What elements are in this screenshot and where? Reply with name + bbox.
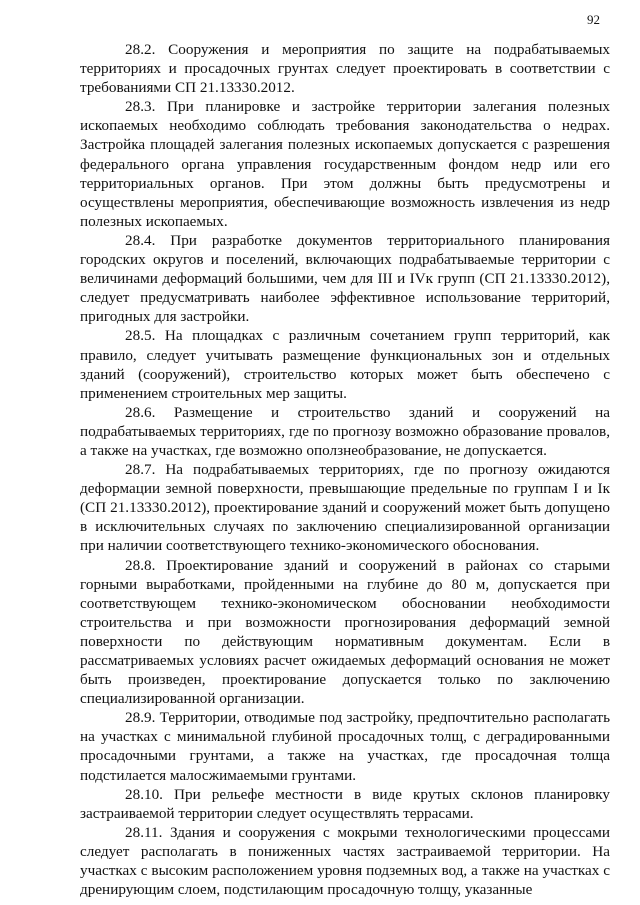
paragraph-28-6: 28.6. Размещение и строительство зданий и сооружений на подрабатываемых территориях, где по прогнозу возможно образование провалов, а также на участках, где возможно оползнеобразование, не допускается. [80, 403, 610, 459]
document-body [80, 40, 610, 899]
paragraph-28-11: 28.11. Здания и сооружения с мокрыми технологическими процессами следует располагать в пониженных частях застраиваемой территории. На участках с высоким расположением уровня подземных вод, а также на участках с дренирующим слоем, подстилающим просадочную толщу, указанные [80, 823, 610, 899]
paragraph-28-4: 28.4. При разработке документов территориального планирования городских округов и поселений, включающих подрабатываемые территории с величинами деформаций большими, чем для III и IVк групп (СП 21.13330.2012), следует предусматривать наиболее эффективное использование территорий, пригодных для застройки. [80, 231, 610, 326]
paragraph-28-7: 28.7. На подрабатываемых территориях, где по прогнозу ожидаются деформации земной поверхности, превышающие предельные по группам I и Iк (СП 21.13330.2012), проектирование зданий и сооружений может быть допущено в исключительных случаях по заключению специализированной организации при наличии соответствующего технико-экономического обоснования. [80, 461, 610, 555]
page-number: 92 [587, 12, 600, 27]
paragraph-28-5: 28.5. На площадках с различным сочетанием групп территорий, как правило, следует учитывать размещение функциональных зон и отдельных зданий (сооружений), строительство которых может быть обеспечено с применением строительных мер защиты. [80, 327, 610, 402]
paragraph-28-9: 28.9. Территории, отводимые под застройку, предпочтительно располагать на участках с минимальной глубиной просадочных толщ, с деградированными просадочными грунтами, а также на участках, где просадочная толща подстилается малосжимаемыми грунтами. [80, 709, 610, 784]
paragraph-28-3: 28.3. При планировке и застройке территории залегания полезных ископаемых необходимо соблюдать требования законодательства о недрах. Застройка площадей залегания полезных ископаемых допускается с разрешения федерального органа управления государственным фондом недр или его территориальных органов. При этом должны быть предусмотрены и осуществлены мероприятия, обеспечивающие возможность извлечения из недр полезных ископаемых. [80, 98, 610, 230]
paragraph-28-10: 28.10. При рельефе местности в виде крутых склонов планировку застраиваемой территории следует осуществлять террасами. [80, 785, 610, 822]
paragraph-28-8: 28.8. Проектирование зданий и сооружений в районах со старыми горными выработками, пройденными на глубине до 80 м, допускается при соответствующем технико-экономическом обосновании необходимости строительства и при возможности прогнозирования деформаций земной поверхности по действующим нормативным документам. Если в рассматриваемых условиях расчет ожидаемых деформаций основания не может быть произведен, проектирование допускается только по заключению специализированной организации. [80, 556, 610, 708]
paragraph-28-2: 28.2. Сооружения и мероприятия по защите на подрабатываемых территориях и просадочных грунтах следует проектировать в соответствии с требованиями СП 21.13330.2012. [80, 41, 610, 97]
